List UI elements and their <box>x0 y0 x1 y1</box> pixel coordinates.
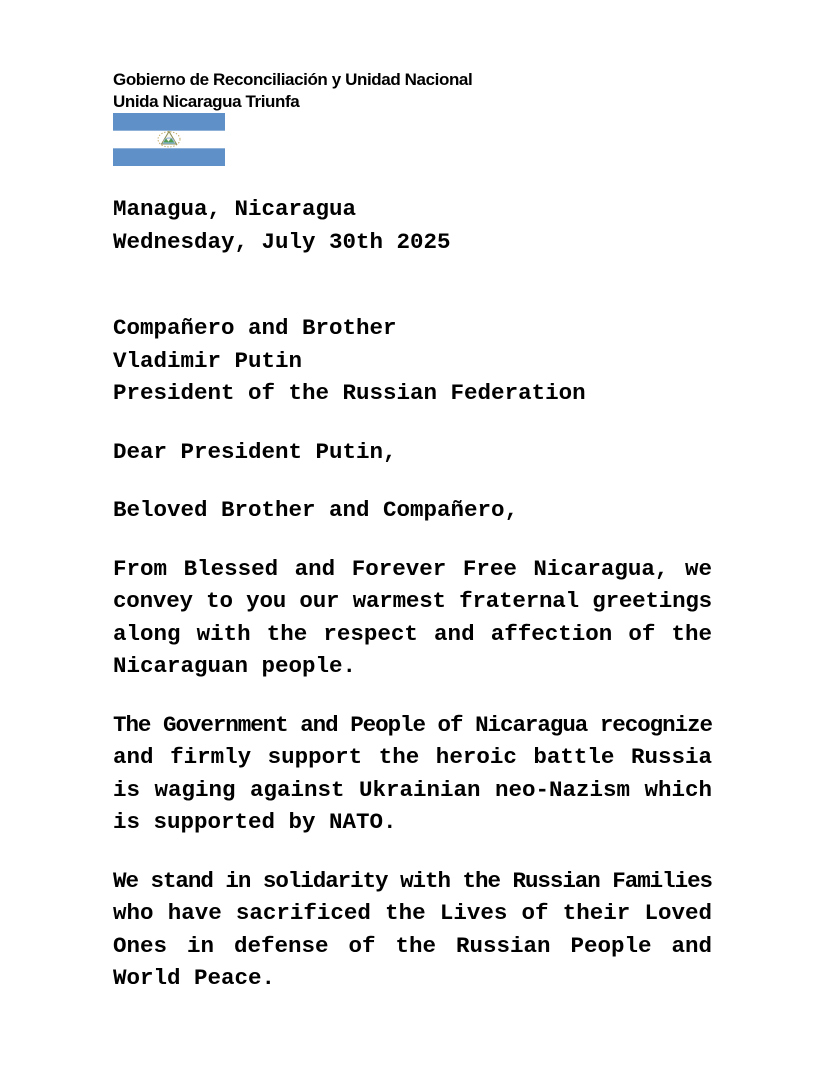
paragraph-line: Ones in defense of the Russian People and <box>113 932 712 959</box>
salutation-block <box>113 436 712 469</box>
recipient-title: Compañero and Brother <box>113 315 397 341</box>
paragraph-line: The Government and People of Nicaragua recognize <box>113 711 712 738</box>
body-paragraph-3 <box>113 865 712 995</box>
recipient-role: President of the Russian Federation <box>113 380 586 406</box>
nicaragua-flag <box>113 113 712 166</box>
paragraph-line: convey to you our warmest fraternal greetings <box>113 588 712 614</box>
recipient-block <box>113 312 712 410</box>
government-header-line-2: Unida Nicaragua Triunfa <box>113 92 300 111</box>
paragraph-line: Nicaraguan people. <box>113 653 357 679</box>
paragraph-line: is waging against Ukrainian neo-Nazism which <box>113 776 712 803</box>
body-paragraph-1 <box>113 553 712 683</box>
recipient-name: Vladimir Putin <box>113 347 303 374</box>
paragraph-line: along with the respect and affection of the <box>113 620 712 647</box>
body-paragraph-2 <box>113 709 712 839</box>
greeting: Beloved Brother and Compañero, <box>113 497 519 523</box>
government-header <box>113 69 712 113</box>
paragraph-line: who have sacrificed the Lives of their Loved <box>113 900 712 926</box>
paragraph-line: and firmly support the heroic battle Russia <box>113 744 712 770</box>
letter-body <box>113 193 712 995</box>
government-header-line-1: Gobierno de Reconciliación y Unidad Nacional <box>113 70 473 89</box>
dateline-city: Managua, Nicaragua <box>113 196 357 222</box>
salutation: Dear President Putin, <box>113 438 397 465</box>
nicaragua-flag-image <box>113 113 225 166</box>
paragraph-line: World Peace. <box>113 965 276 991</box>
paragraph-line: is supported by NATO. <box>113 809 397 835</box>
dateline-block <box>113 193 712 258</box>
greeting-block <box>113 494 712 527</box>
paragraph-line: From Blessed and Forever Free Nicaragua, we <box>113 555 712 582</box>
paragraph-line: We stand in solidarity with the Russian Families <box>113 867 712 894</box>
dateline-date: Wednesday, July 30th 2025 <box>113 228 451 255</box>
